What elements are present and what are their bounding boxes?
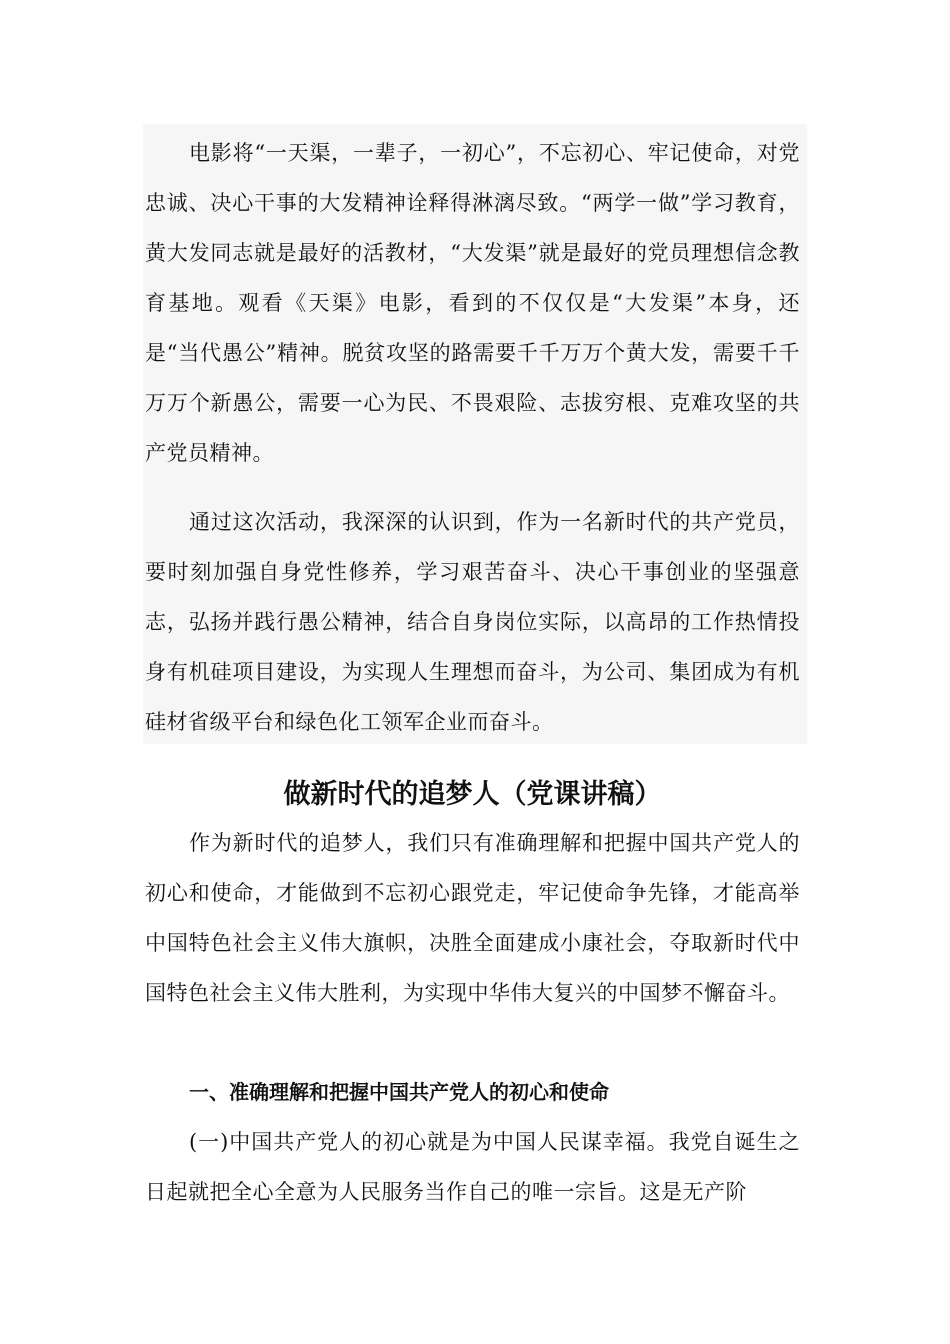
- document-title: 做新时代的追梦人（党课讲稿）: [283, 779, 662, 810]
- paragraph-section-1: (一)中国共产党人的初心就是为中国人民谋幸福。我党自诞生之日起就把全心全意为人民服务当作自己的唯一宗旨。这是无产阶: [145, 1130, 800, 1204]
- section-heading-1: 一、准确理解和把握中国共产党人的初心和使命: [189, 1080, 609, 1104]
- paragraph-intro: 作为新时代的追梦人，我们只有准确理解和把握中国共产党人的初心和使命，才能做到不忘初心跟党走，牢记使命争先锋，才能高举中国特色社会主义伟大旗帜，决胜全面建成小康社会，夺取新时代中国特色社会主义伟大胜利，为实现中华伟大复兴的中国梦不懈奋斗。: [145, 831, 800, 1005]
- paragraph-film-review: 电影将“一天渠，一辈子，一初心”，不忘初心、牢记使命，对党忠诚、决心干事的大发精神诠释得淋漓尽致。“两学一做”学习教育，黄大发同志就是最好的活教材，“大发渠”就是最好的党员理想信念教育基地。观看《天渠》电影，看到的不仅仅是“大发渠”本身，还是“当代愚公”精神。脱贫攻坚的路需要千千万万个黄大发，需要千千万万个新愚公，需要一心为民、不畏艰险、志拔穷根、克难攻坚的共产党员精神。: [145, 141, 800, 465]
- paragraph-activity-reflection: 通过这次活动，我深深的认识到，作为一名新时代的共产党员，要时刻加强自身党性修养，学习艰苦奋斗、决心干事创业的坚强意志，弘扬并践行愚公精神，结合自身岗位实际，以高昂的工作热情投身有机硅项目建设，为实现人生理想而奋斗，为公司、集团成为有机硅材省级平台和绿色化工领军企业而奋斗。: [145, 510, 800, 734]
